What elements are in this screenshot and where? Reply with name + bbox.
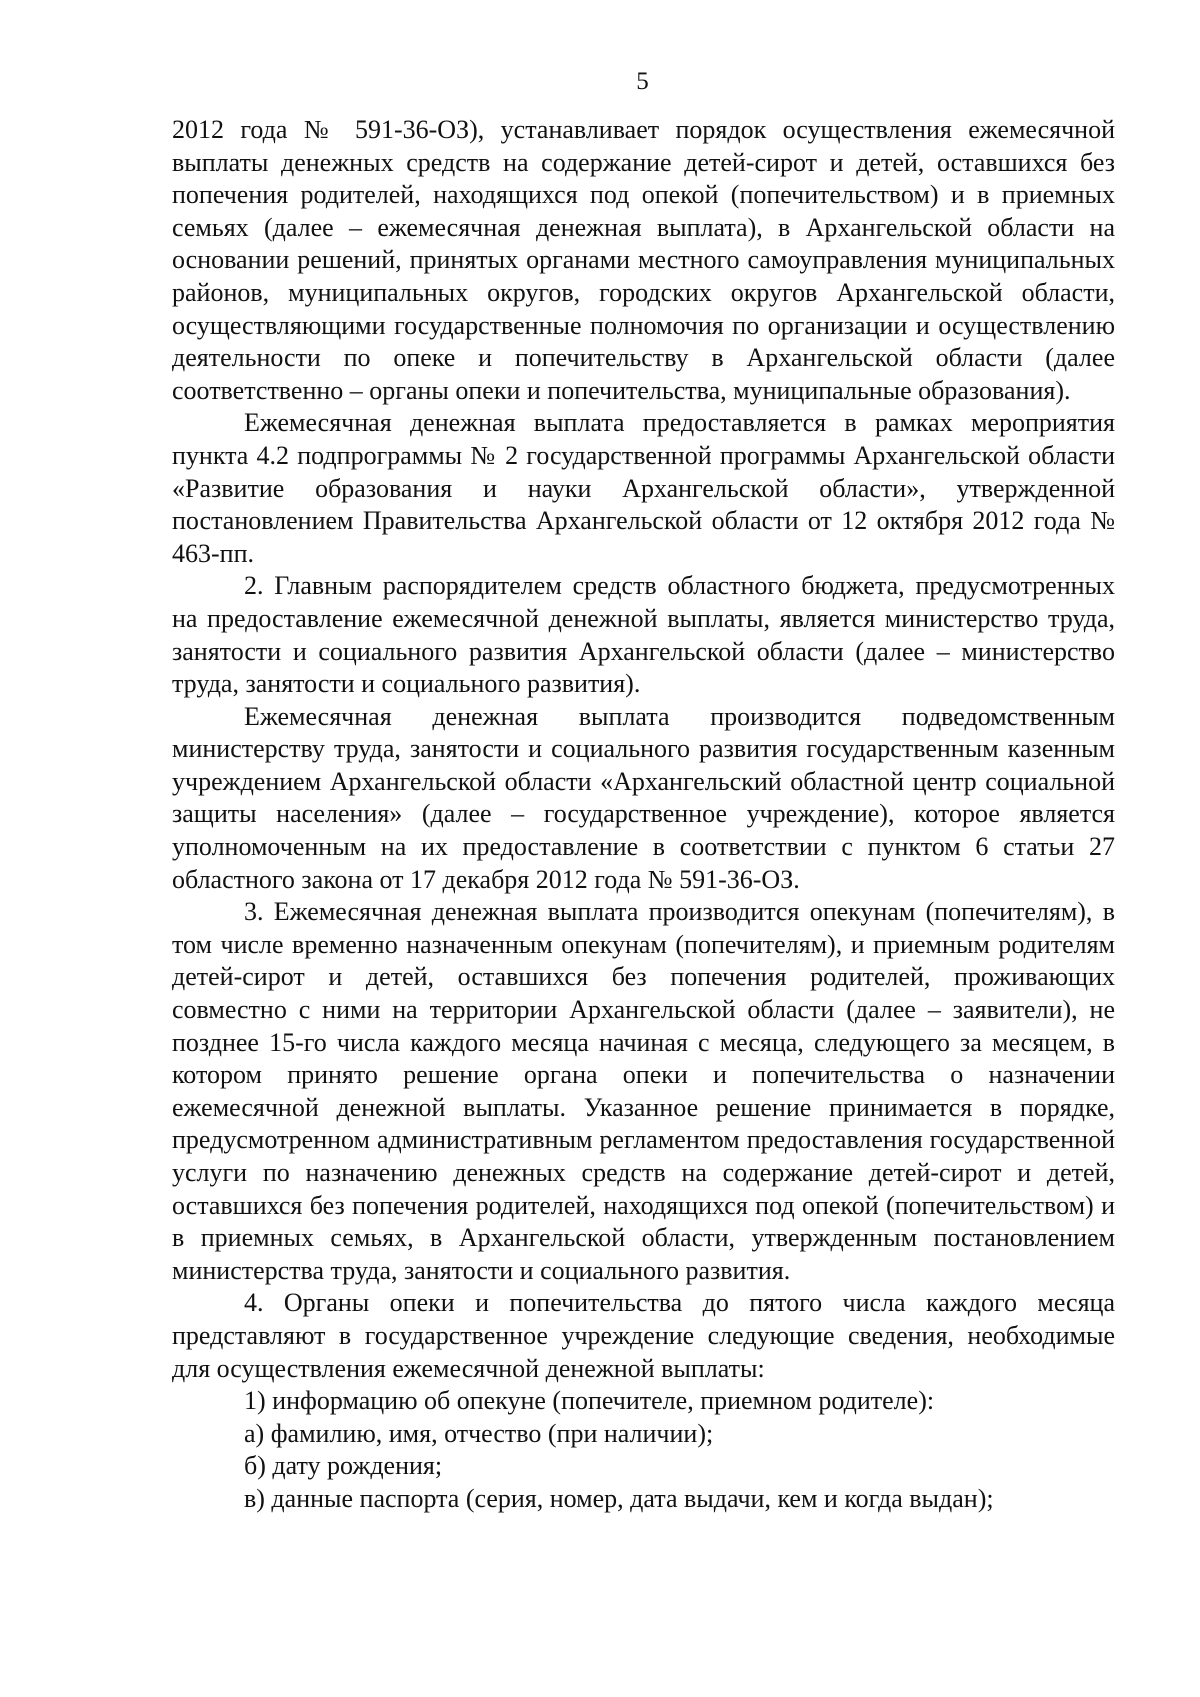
page-number: 5 [636,68,649,95]
paragraph-state-program: Ежемесячная денежная выплата предоставляется в рамках мероприятия пункта 4.2 подпрограммы № 2 государственной программы Архангельской области «Развитие образования и науки Архангельской области», утвержденной постановлением Правительства Архангельской области от 12 октября 2012 года № 463-пп. [172,408,1115,568]
document-body [172,114,1115,1516]
list-item-full-name: а) фамилию, имя, отчество (при наличии); [244,1418,714,1448]
paragraph-item-3: 3. Ежемесячная денежная выплата производится опекунам (попечителям), в том числе временно назначенным опекунам (попечителям), и приемным родителям детей-сирот и детей, оставшихся без попечения родителей, проживающих совместно с ними на территории Архангельской области (далее – заявители), не позднее 15-го числа каждого месяца начиная с месяца, следующего за месяцем, в котором принято решение органа опеки и попечительства о назначении ежемесячной денежной выплаты. Указанное решение принимается в порядке, предусмотренном административным регламентом предоставления государственной услуги по назначению денежных средств на содержание детей-сирот и детей, оставшихся без попечения родителей, находящихся под опекой (попечительством) и в приемных семьях, в Архангельской области, утвержденным постановлением министерства труда, занятости и социального развития. [172,897,1115,1285]
paragraph-payment-institution: Ежемесячная денежная выплата производится подведомственным министерству труда, занятости и социального развития государственным казенным учреждением Архангельской области «Архангельский областной центр социальной защиты населения» (далее – государственное учреждение), которое является уполномоченным на их предоставление в соответствии с пунктом 6 статьи 27 областного закона от 17 декабря 2012 года № 591-36-ОЗ. [172,701,1115,894]
list-item-birth-date: б) дату рождения; [244,1451,443,1481]
paragraph-item-4: 4. Органы опеки и попечительства до пятого числа каждого месяца представляют в государственное учреждение следующие сведения, необходимые для осуществления ежемесячной денежной выплаты: [172,1288,1115,1383]
list-item-guardian-info: 1) информацию об опекуне (попечителе, приемном родителе): [244,1386,935,1416]
list-item-passport-data: в) данные паспорта (серия, номер, дата выдачи, кем и когда выдан); [244,1483,994,1513]
paragraph-item-2: 2. Главным распорядителем средств областного бюджета, предусмотренных на предоставление ежемесячной денежной выплаты, является министерство труда, занятости и социального развития Архангельской области (далее – министерство труда, занятости и социального развития). [172,571,1115,699]
paragraph-continuation: 2012 года № 591-36-ОЗ), устанавливает порядок осуществления ежемесячной выплаты денежных средств на содержание детей-сирот и детей, оставшихся без попечения родителей, находящихся под опекой (попечительством) и в приемных семьях (далее – ежемесячная денежная выплата), в Архангельской области на основании решений, принятых органами местного самоуправления муниципальных районов, муниципальных округов, городских округов Архангельской области, осуществляющими государственные полномочия по организации и осуществлению деятельности по опеке и попечительству в Архангельской области (далее соответственно – органы опеки и попечительства, муниципальные образования). [172,115,1115,405]
